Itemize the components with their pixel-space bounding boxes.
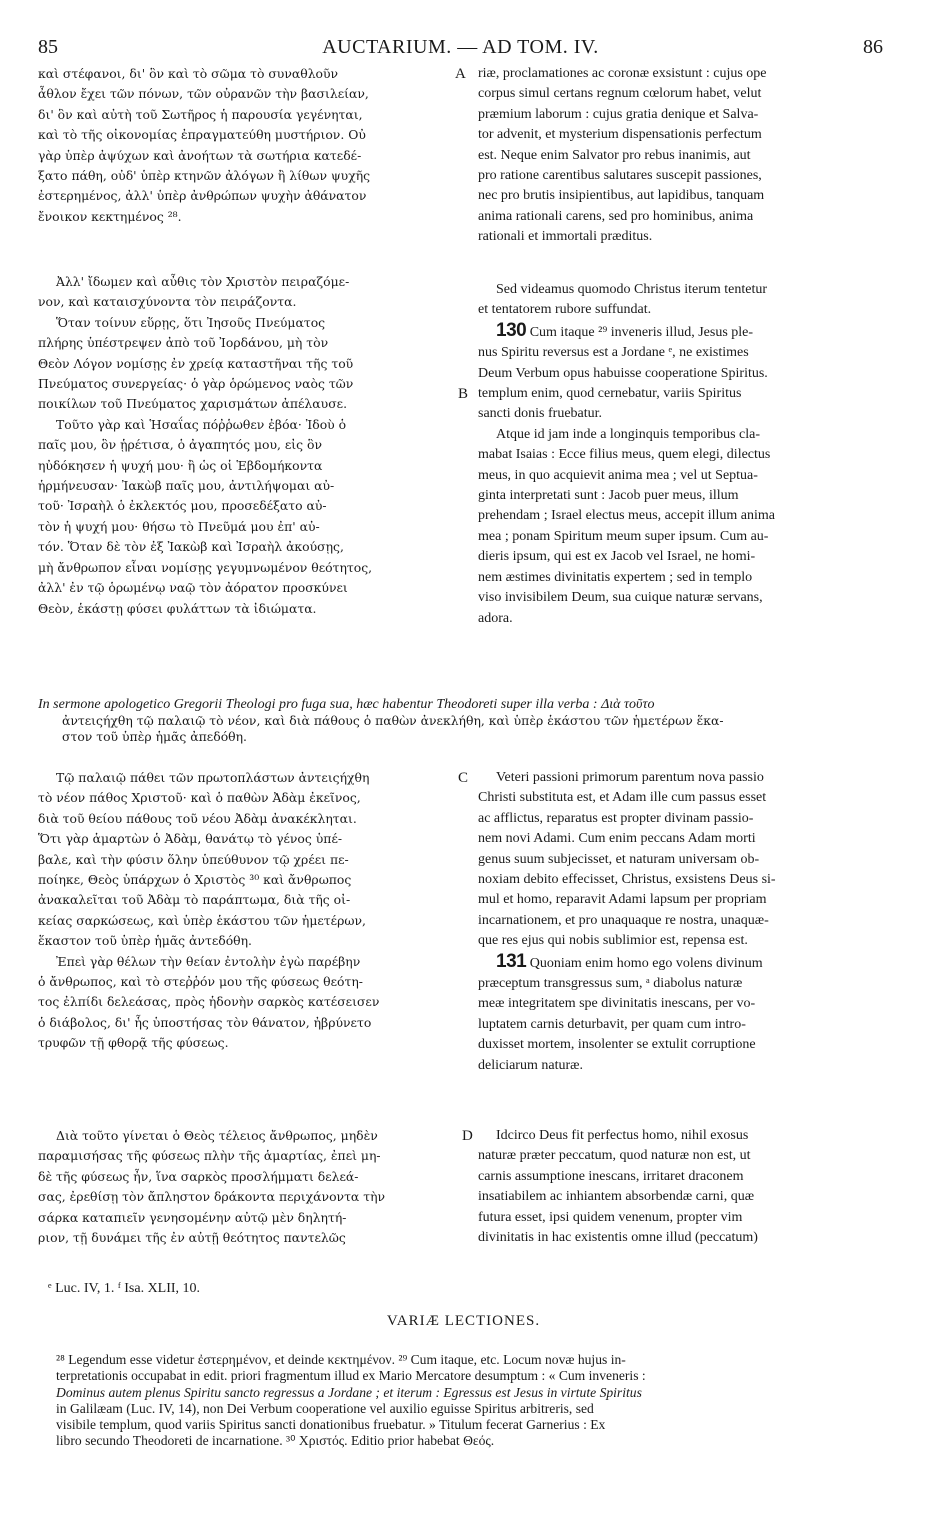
latin-line: est. Neque enim Salvator pro rebus inanimis, aut (478, 147, 751, 163)
latin-column-block-4 (478, 1126, 890, 1248)
note-line: στον τοῦ ὑπὲρ ἡμᾶς ἀπεδόθη. (62, 729, 247, 744)
greek-line: κείας σαρκώσεως, καὶ ὑπὲρ ἑκάστου τῶν ἡμετέρων, (38, 912, 366, 928)
greek-line: τὸν ἡ ψυχή μου· θήσω τὸ Πνεῦμά μου ἐπ' αὐ- (38, 518, 320, 534)
greek-line: πλήρης ὑπέστρεψεν ἀπὸ τοῦ Ἰορδάνου, μὴ τὸν (38, 335, 329, 351)
latin-line: nec pro brutis insipientibus, aut lapidibus, tanquam (478, 188, 765, 204)
section-number: 130 (496, 320, 527, 341)
latin-line: meus, in quo acquievit anima mea ; vel ut Septua- (478, 467, 758, 483)
greek-line: ἆθλον ἔχει τῶν πόνων, τῶν οὐρανῶν τὴν βασιλείαν, (38, 86, 369, 102)
note-line: ²⁸ Legendum esse videtur ἐστερημένον, et deinde κεκτημένον. ²⁹ Cum itaque, etc. Locum novæ hujus in- (56, 1352, 626, 1367)
greek-line: Ὅτι γὰρ ἁμαρτὼν ὁ Ἀδὰμ, θανάτῳ τὸ γένος ὑπέ- (38, 831, 343, 847)
latin-line: Christi substituta est, et Adam ille cum passus esset (478, 790, 767, 806)
latin-line: naturæ præter peccatum, quod naturæ non est, ut (478, 1148, 751, 1164)
variae-lectiones-notes (56, 1352, 890, 1450)
latin-line: nem æstimes divinitatis expertem ; sed in templo (478, 569, 753, 585)
greek-line: καὶ τὸ τῆς οἰκονομίας ἐπραγματεύθη μυστήριον. Οὐ (38, 127, 366, 143)
latin-line: 131 Quoniam enim homo ego volens divinum (496, 951, 763, 972)
latin-line: luptatem carnis deturbavit, per quam cum intro- (478, 1016, 746, 1032)
note-line: ἀντειςήχθη τῷ παλαιῷ τὸ νέον, καὶ διὰ πάθους ὁ παθὼν ἀνεκλήθη, καὶ ὑπὲρ ἑκάστου τῶν ἡμετέρων ἕκα- (62, 713, 724, 728)
greek-line: σας, ἐρεθίσῃ τὸν ἄπληστον δράκοντα περιχάνοντα τὴν (38, 1189, 386, 1205)
greek-line: Τῷ παλαιῷ πάθει τῶν πρωτοπλάστων ἀντειςήχθη (56, 770, 370, 785)
greek-line: ποικίλων τοῦ Πνεύματος χαρισμάτων ἀπέλαυσε. (38, 396, 348, 412)
greek-line: ἡρμήνευσαν· Ἰακὼβ παῖς μου, ἀντιλήψομαι αὐ- (38, 478, 335, 494)
greek-line: Διὰ τοῦτο γίνεται ὁ Θεὸς τέλειος ἄνθρωπος, μηδὲν (56, 1128, 378, 1143)
note-line: terpretationis occupabat in edit. priori fragmentum illud ex Mario Mercatore desumptum : « Cum inveneris : (56, 1368, 646, 1384)
latin-column-block-3 (478, 768, 890, 1076)
note-line: visibile templum, quod variis Spiritus sancti donationibus fruebatur. » Titulum fecerat Garnerius : Ex (56, 1417, 606, 1433)
latin-line: riæ, proclamationes ac coronæ exsistunt : cujus ope (478, 66, 767, 81)
greek-line: γὰρ ὑπὲρ ἀψύχων καὶ ἀνοήτων τὰ σωτήρια κατεδέ- (38, 147, 362, 163)
latin-line: pro ratione carentibus salutares suscepit passiones, (478, 168, 762, 184)
greek-line: ξατο πάθη, οὐδ' ὑπὲρ κτηνῶν ἀλόγων ἢ λίθων ψυχῆς (38, 168, 371, 184)
page-number-left: 85 (38, 36, 58, 58)
latin-line: nus Spiritu reversus est a Jordane ᵉ, ne existimes (478, 345, 749, 361)
latin-line: prehendam ; Israel electus meus, accepit illum anima (478, 508, 775, 524)
latin-line: dieris ipsum, qui est ex Jacob vel Israel, ne homi- (478, 549, 756, 565)
greek-line: διὰ τοῦ θείου πάθους τοῦ νέου Ἀδὰμ ἀνακέκληται. (38, 810, 357, 826)
latin-line: anima rationali carens, sed pro hominibus, anima (478, 208, 754, 224)
greek-line: ἀνακαλεῖται τοῦ Ἀδὰμ τὸ παράπτωμα, διὰ τῆς οἰ- (38, 892, 351, 908)
greek-line: Θεὸν, ἑκάστῃ φύσει φυλάττων τὰ ἰδιώματα. (38, 600, 317, 616)
page-number-right: 86 (863, 36, 883, 58)
latin-column-block-1 (478, 64, 890, 248)
greek-line: ἔνοικον κεκτημένος ²⁸. (38, 208, 182, 224)
margin-letter-d: D (462, 1128, 473, 1144)
latin-line: ac afflictus, reparatus est propter divinam passio- (478, 810, 754, 826)
latin-line: Idcirco Deus fit perfectus homo, nihil exosus (496, 1128, 749, 1143)
latin-line: genus suum subjecisset, et naturam universam ob- (478, 851, 760, 867)
scripture-references: ᵉ Luc. IV, 1. ᶠ Isa. XLII, 10. (48, 1281, 201, 1296)
latin-line: ginta interpretati sunt : Jacob puer meus, illum (478, 488, 739, 504)
latin-line: tor advenit, et mysterium dispensationis perfectum (478, 127, 762, 143)
latin-line: mea ; ponam Spiritum meum super ipsum. Cum au- (478, 528, 769, 544)
latin-line: mul et homo, reparavit Adami lapsum per propriam (478, 892, 767, 908)
latin-column-block-2 (478, 280, 890, 629)
greek-line: παῖς μου, ὃν ᾑρέτισα, ὁ ἀγαπητός μου, εἰς ὃν (38, 437, 323, 453)
greek-line: σάρκα καταπιεῖν γενησομένην αὐτῷ μὲν δηλητή- (38, 1209, 347, 1225)
greek-line: μὴ ἄνθρωπον εἶναι νομίσῃς γεγυμνωμένον θεότητος, (38, 559, 373, 575)
latin-line: 130 Cum itaque ²⁹ inveneris illud, Jesus ple- (496, 320, 754, 341)
latin-line: et tentatorem rubore suffundat. (478, 302, 652, 318)
greek-line: ποίηκε, Θεὸς ὑπάρχων ὁ Χριστὸς ³⁰ καὶ ἄνθρωπος (38, 872, 352, 888)
greek-column-block-4 (38, 1126, 456, 1248)
latin-line: carnis assumptione inescans, irritaret draconem (478, 1168, 744, 1184)
note-line: Dominus autem plenus Spiritu sancto regressus a Jordane ; et iterum : Egressus est Jesus in virtute Spiritus (56, 1384, 642, 1400)
greek-line: παραμισήσας τῆς φύσεως πλὴν τῆς ἁμαρτίας, ἐπεὶ μη- (38, 1148, 381, 1164)
running-head (38, 36, 883, 64)
greek-line: Τοῦτο γὰρ καὶ Ἡσαΐας πόῤῥωθεν ἐβόα· Ἰδοὺ ὁ (56, 416, 347, 432)
latin-line: mabat Isaias : Ecce filius meus, quem elegi, dilectus (478, 447, 771, 463)
latin-line: noxiam debito effecisset, Christus, exsistens Deus si- (478, 872, 776, 888)
latin-line: duxisset mortem, insolenter se extulit corruptione (478, 1037, 756, 1053)
latin-line: adora. (478, 610, 513, 626)
greek-line: ὁ ἄνθρωπος, καὶ τὸ στεῤῥόν μου τῆς φύσεως θεότη- (38, 974, 363, 990)
margin-letter-c: C (458, 770, 469, 786)
latin-line: meæ integritatem spe divinitatis inescans, per vo- (478, 996, 756, 1012)
latin-line: templum enim, quod cernebatur, variis Spiritus (478, 386, 742, 402)
latin-line: Veteri passioni primorum parentum nova passio (496, 770, 764, 785)
margin-letter-a: A (455, 66, 466, 82)
greek-column-block-2 (38, 272, 456, 619)
greek-column-block-3 (38, 768, 456, 1054)
greek-line: ριον, τῇ δυνάμει τῆς ἐν αὐτῇ θεότητος παντελῶς (38, 1230, 346, 1246)
latin-line: præmium laborum : cujus gratia denique et Salva- (478, 106, 759, 122)
latin-line: nem novi Adami. Cum enim peccans Adam morti (478, 831, 756, 847)
greek-column-block-1 (38, 64, 456, 227)
latin-line: viso invisibilem Deum, sua cuique naturæ servans, (478, 590, 763, 606)
latin-line: Deum Verbum opus habuisse cooperatione Spiritus. (478, 365, 768, 381)
latin-line: que res ejus qui nobis sublimior est, repensa est. (478, 933, 748, 949)
greek-line: ηὐδόκησεν ἡ ψυχή μου· ἢ ὡς οἱ Ἑβδομήκοντα (38, 457, 323, 473)
greek-line: τὸ νέον πάθος Χριστοῦ· καὶ ὁ παθὼν Ἀδὰμ ἐκεῖνος, (38, 790, 361, 806)
note-line: In sermone apologetico Gregorii Theologi pro fuga sua, hæc habentur Theodoreti super illa verba : Διὰ τοῦτο (38, 697, 655, 712)
greek-line: δὲ τῆς φύσεως ἦν, ἵνα σαρκὸς προσλήμματι δελεά- (38, 1168, 359, 1184)
editorial-note (38, 697, 890, 745)
note-line: in Galilæam (Luc. IV, 14), non Dei Verbum cooperatione vel auxilio eguisse Spiritus arbitreris, sed (56, 1400, 594, 1416)
greek-line: νον, καὶ καταισχύνοντα τὸν πειράζοντα. (38, 294, 297, 310)
latin-line: corpus simul certans regnum cœlorum habet, velut (478, 86, 762, 102)
latin-line: divinitatis in hac existentis omne illud (peccatum) (478, 1230, 758, 1246)
greek-line: Ἐπεὶ γὰρ θέλων τὴν θείαν ἐντολὴν ἐγὼ παρέβην (56, 953, 361, 969)
greek-line: δι' ὃν καὶ αὐτὴ τοῦ Σωτῆρος ἡ παρουσία γεγένηται, (38, 106, 363, 122)
running-title: AUCTARIUM. — AD TOM. IV. (322, 36, 599, 58)
greek-line: ἀλλ' ἐν τῷ ὁρωμένῳ ναῷ τὸν ἀόρατον προσκύνει (38, 580, 348, 596)
greek-line: ὁ διάβολος, δι' ἧς ὑποστήσας τὸν θάνατον, ἠβρύνετο (38, 1014, 372, 1030)
latin-line: Atque id jam inde a longinquis temporibus cla- (496, 426, 761, 442)
latin-line: Sed videamus quomodo Christus iterum tentetur (496, 282, 768, 297)
greek-line: ἕκαστον τοῦ ὑπὲρ ἡμᾶς ἀντεδόθη. (38, 933, 252, 949)
latin-line: futura esset, ipsi quidem venenum, propter vim (478, 1209, 743, 1225)
note-line: libro secundo Theodoreti de incarnatione. ³⁰ Χριστός. Editio prior habebat Θεός. (56, 1433, 495, 1449)
greek-line: βαλε, καὶ τὴν φύσιν ὅλην ὑπεύθυνον τῷ χρέει πε- (38, 851, 349, 867)
latin-line: rationali et immortali præditus. (478, 229, 653, 245)
greek-line: τρυφῶν τῇ φθορᾷ τῆς φύσεως. (38, 1035, 229, 1051)
margin-letter-b: B (458, 386, 469, 402)
latin-line: insatiabilem ac inhiantem absorbendæ carni, quæ (478, 1189, 755, 1205)
latin-line: præceptum transgressus sum, ᵃ diabolus naturæ (478, 976, 743, 992)
greek-line: καὶ στέφανοι, δι' ὃν καὶ τὸ σῶμα τὸ συναθλοῦν (38, 66, 339, 81)
latin-line: incarnationem, et pro unaquaque re nostra, unaquæ- (478, 912, 769, 928)
greek-line: τόν. Ὅταν δὲ τὸν ἐξ Ἰακὼβ καὶ Ἰσραὴλ ἀκούσῃς, (38, 539, 344, 555)
greek-line: Ἀλλ' ἴδωμεν καὶ αὖθις τὸν Χριστὸν πειραζόμε- (56, 274, 350, 289)
variae-lectiones-heading: VARIÆ LECTIONES. (386, 1313, 541, 1329)
latin-line: deliciarum naturæ. (478, 1057, 583, 1073)
greek-line: Ὅταν τοίνυν εὕρῃς, ὅτι Ἰησοῦς Πνεύματος (56, 314, 326, 330)
greek-line: ἐστερημένος, ἀλλ' ὑπὲρ ἀνθρώπων ψυχὴν ἀθάνατον (38, 188, 367, 204)
greek-line: τοῦ· Ἰσραὴλ ὁ ἐκλεκτός μου, προσεδέξατο αὐ- (38, 498, 327, 514)
greek-line: Πνεύματος συνεργείας· ὁ γὰρ ὁρώμενος ναὸς τῶν (38, 376, 354, 392)
greek-line: Θεὸν Λόγον νομίσῃς ἐν χρείᾳ καταστῆναι τῆς τοῦ (38, 355, 354, 371)
greek-line: τος ἐλπίδι δελεάσας, πρὸς ἡδονὴν σαρκὸς κατέσεισεν (38, 994, 380, 1010)
section-number: 131 (496, 951, 527, 972)
latin-line: sancti donis fruebatur. (478, 406, 603, 422)
